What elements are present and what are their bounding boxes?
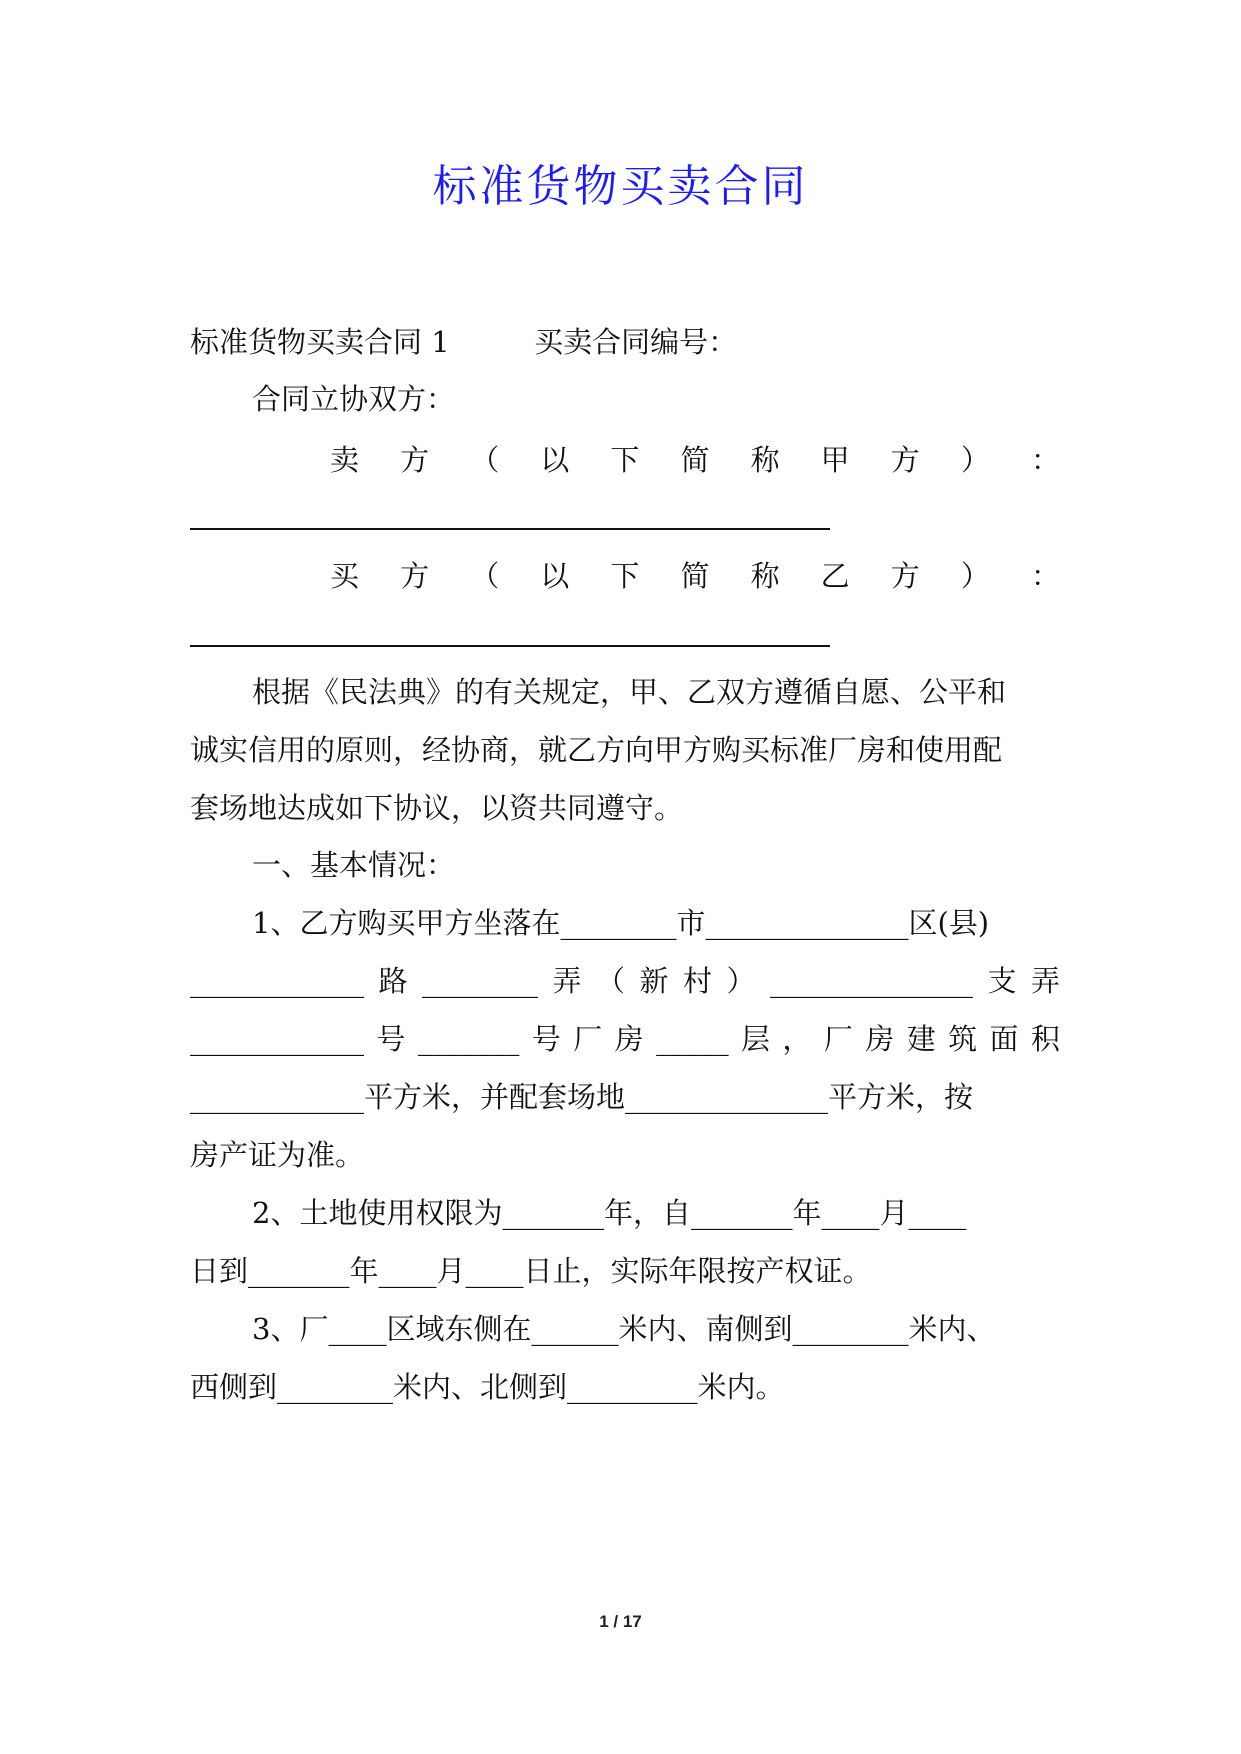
buyer-line-char: 下 bbox=[610, 559, 640, 593]
contract-number-label: 买卖合同编号： bbox=[534, 325, 738, 359]
seller-line-char: 下 bbox=[610, 443, 640, 477]
seller-line-char: 甲 bbox=[820, 443, 850, 477]
buyer-line-char: 简 bbox=[680, 559, 710, 593]
seller-line-char: 称 bbox=[750, 443, 780, 477]
seller-blank-line bbox=[190, 528, 830, 530]
item1-line-4: ____________平方米，并配套场地______________平方米，按 bbox=[190, 1080, 974, 1114]
section1-heading: 一、基本情况： bbox=[252, 848, 456, 882]
intro-line-1: 根据《民法典》的有关规定，甲、乙双方遵循自愿、公平和 bbox=[252, 675, 1007, 709]
buyer-line-char: 以 bbox=[540, 559, 570, 593]
buyer-line-char: 称 bbox=[750, 559, 780, 593]
intro-line-3: 套场地达成如下协议，以资共同遵守。 bbox=[190, 791, 684, 825]
seller-line-char: 卖 bbox=[330, 443, 360, 477]
contract-label: 标准货物买卖合同 1 bbox=[190, 325, 450, 359]
buyer-blank-line bbox=[190, 645, 830, 647]
item3-line-2: 西侧到________米内、北侧到_________米内。 bbox=[190, 1370, 785, 1404]
intro-line-2: 诚实信用的原则，经协商，就乙方向甲方购买标准厂房和使用配 bbox=[190, 733, 1003, 767]
seller-line bbox=[330, 440, 1060, 480]
buyer-line-char: 买 bbox=[330, 559, 360, 593]
item2-line-1: 2、土地使用权限为_______年，自_______年____月____ bbox=[252, 1196, 967, 1230]
buyer-line-char: ） bbox=[960, 559, 990, 593]
buyer-line-char: 乙 bbox=[820, 559, 850, 593]
seller-line-char: （ bbox=[470, 443, 500, 477]
buyer-line-char: ： bbox=[1030, 559, 1060, 593]
document-title: 标准货物买卖合同 bbox=[432, 161, 809, 212]
item3-line-1: 3、厂____区域东侧在______米内、南侧到________米内、 bbox=[252, 1312, 996, 1346]
seller-line-char: 方 bbox=[400, 443, 430, 477]
item1-line-5: 房产证为准。 bbox=[190, 1138, 365, 1172]
buyer-line-char: 方 bbox=[400, 559, 430, 593]
buyer-line-char: 方 bbox=[890, 559, 920, 593]
item1-line-1: 1、乙方购买甲方坐落在________市______________区(县) bbox=[252, 906, 990, 940]
heading-line bbox=[190, 322, 1060, 362]
item1-line-2: ____________路________弄（新村）______________支弄 bbox=[190, 964, 1060, 998]
seller-line-char: 方 bbox=[890, 443, 920, 477]
page-number: 1 / 17 bbox=[599, 1612, 642, 1631]
buyer-line-char: （ bbox=[470, 559, 500, 593]
buyer-line bbox=[330, 556, 1060, 596]
item2-line-2: 日到_______年____月____日止，实际年限按产权证。 bbox=[190, 1254, 872, 1288]
seller-line-char: ） bbox=[960, 443, 990, 477]
parties-label: 合同立协双方： bbox=[252, 382, 456, 416]
seller-line-char: 简 bbox=[680, 443, 710, 477]
seller-line-char: 以 bbox=[540, 443, 570, 477]
seller-line-char: ： bbox=[1030, 443, 1060, 477]
item1-line-3: ____________号_______号厂房_____层，厂房建筑面积 bbox=[190, 1022, 1060, 1056]
